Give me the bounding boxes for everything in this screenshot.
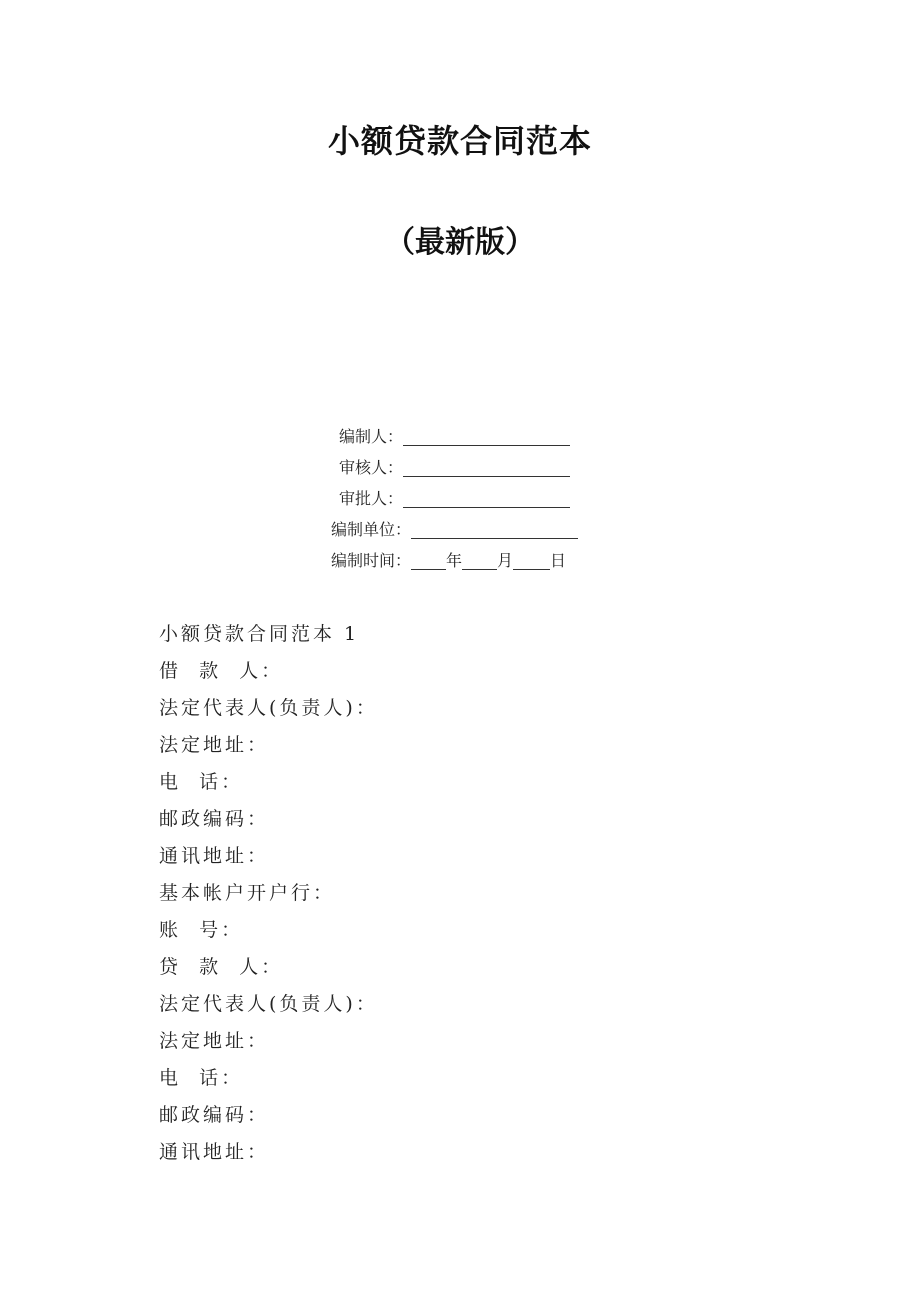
document-body [159,616,378,1171]
meta-blank-month [462,549,497,570]
meta-row-unit [331,517,578,543]
section-heading: 小额贷款合同范本 1 [159,623,360,645]
borrower-bank-field: 基本帐户开户行： [159,882,336,904]
lender-legal-address-field: 法定地址： [159,1030,270,1052]
meta-unit-year: 年 [446,551,463,570]
meta-blank-year [411,549,446,570]
meta-row-date [331,548,566,574]
meta-blank-compiler [403,425,570,446]
document-subtitle: （最新版） [385,225,535,260]
meta-blank-reviewer [403,456,570,477]
lender-field: 贷 款 人： [159,956,284,978]
meta-blank-approver [403,487,570,508]
meta-row-compiler [339,424,570,450]
meta-label-compiler: 编制人： [339,427,404,446]
meta-blank-unit [411,518,578,539]
meta-label-date: 编制时间： [331,551,412,570]
borrower-account-field: 账 号： [159,919,244,941]
lender-mailing-address-field: 通讯地址： [159,1141,270,1163]
borrower-legal-rep-field: 法定代表人(负责人)： [159,697,378,719]
borrower-mailing-address-field: 通讯地址： [159,845,270,867]
lender-legal-rep-field: 法定代表人(负责人)： [159,993,378,1015]
meta-label-reviewer: 审核人： [339,458,404,477]
document-title: 小额贷款合同范本 [327,122,592,160]
lender-phone-field: 电 话： [159,1067,244,1089]
meta-unit-day: 日 [550,551,567,570]
meta-label-unit: 编制单位： [331,520,412,539]
meta-row-reviewer [339,455,570,481]
borrower-postcode-field: 邮政编码： [159,808,270,830]
meta-unit-month: 月 [497,551,514,570]
borrower-legal-address-field: 法定地址： [159,734,270,756]
borrower-field: 借 款 人： [159,660,284,682]
borrower-phone-field: 电 话： [159,771,244,793]
meta-label-approver: 审批人： [339,489,404,508]
meta-blank-day [513,549,550,570]
meta-row-approver [339,486,570,512]
lender-postcode-field: 邮政编码： [159,1104,270,1126]
